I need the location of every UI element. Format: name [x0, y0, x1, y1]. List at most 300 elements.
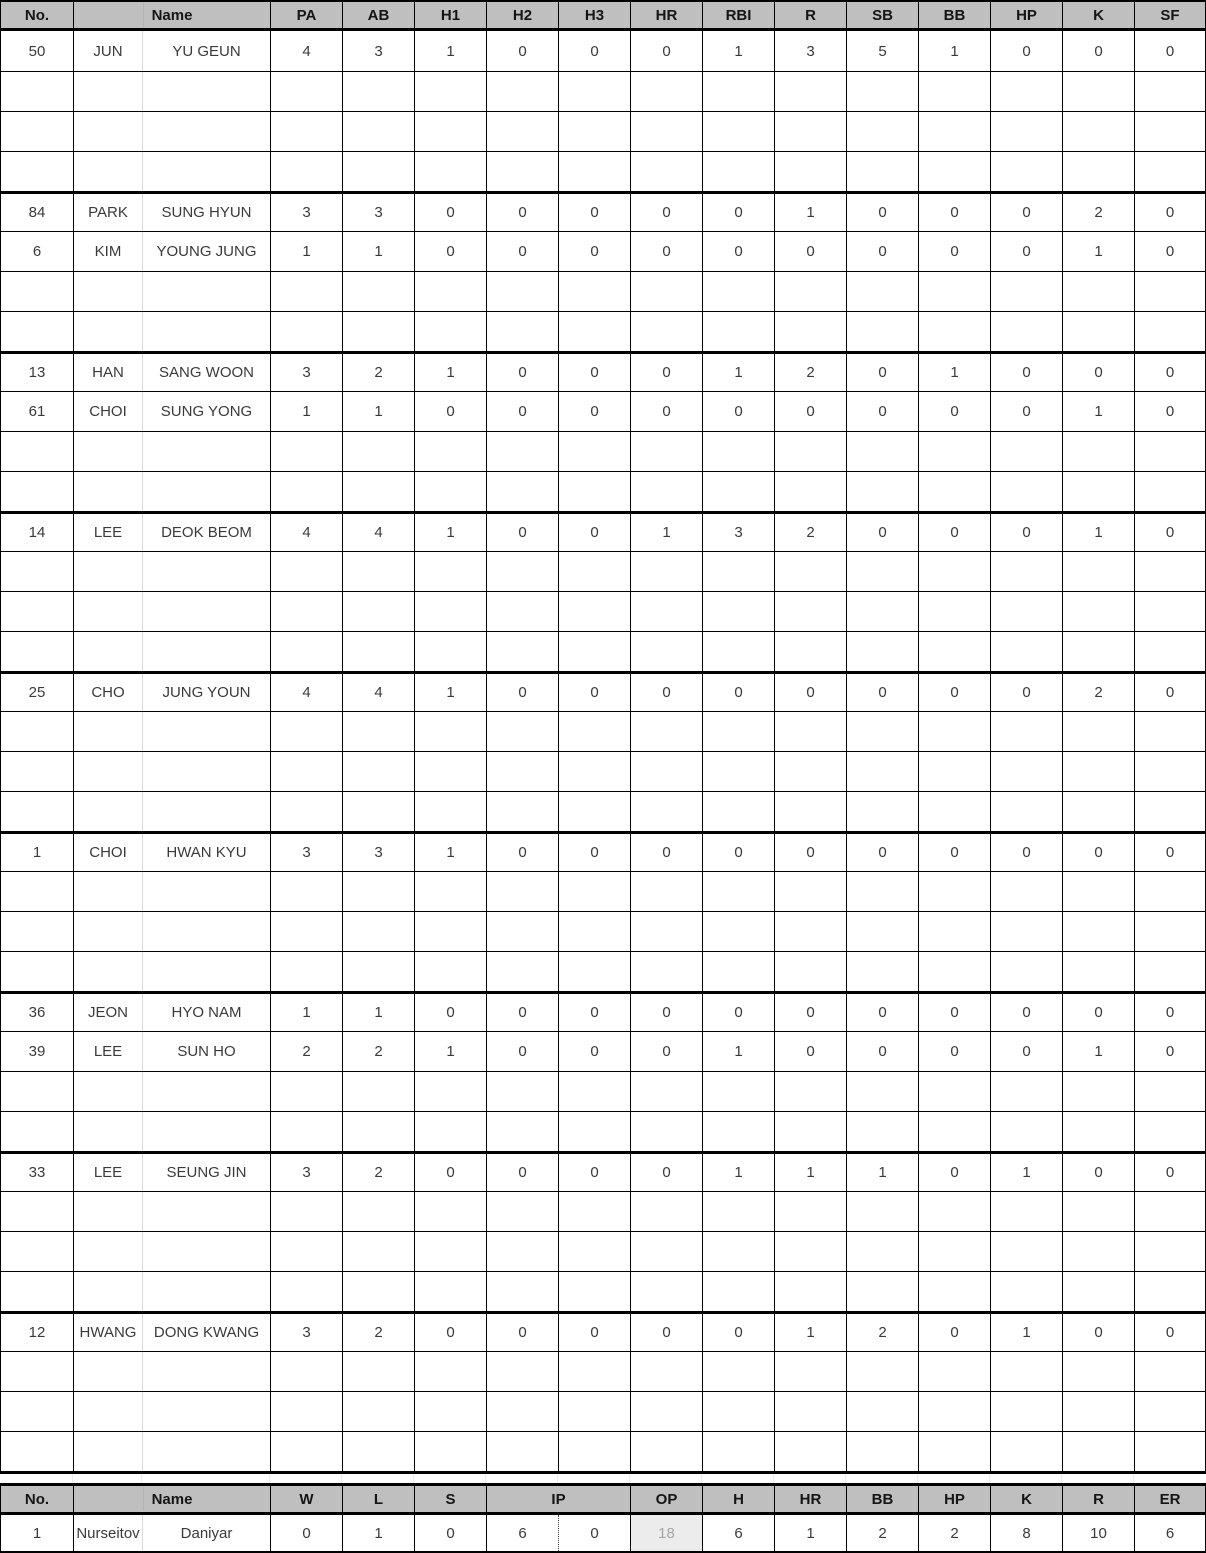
sb-cell[interactable] — [847, 1392, 919, 1431]
bb-cell[interactable] — [919, 552, 991, 591]
bb-cell[interactable] — [919, 112, 991, 151]
no-cell[interactable] — [1, 1272, 74, 1311]
hr-cell[interactable] — [631, 752, 703, 791]
ab-cell[interactable] — [343, 472, 415, 511]
h1-cell[interactable] — [415, 432, 487, 471]
batting-header-rbi[interactable]: RBI — [703, 2, 775, 28]
name-first-cell[interactable]: HWAN KYU — [143, 834, 271, 871]
ab-cell[interactable] — [343, 1192, 415, 1231]
pa-cell[interactable]: 3 — [271, 194, 343, 231]
batting-header-hr[interactable]: HR — [631, 2, 703, 28]
ip-outs-cell[interactable]: 0 — [559, 1515, 631, 1551]
bb-cell[interactable]: 0 — [919, 994, 991, 1031]
rbi-cell[interactable] — [703, 1272, 775, 1311]
pa-cell[interactable] — [271, 432, 343, 471]
hp-cell[interactable] — [991, 792, 1063, 831]
h2-cell[interactable]: 0 — [487, 1032, 559, 1071]
hr-cell[interactable]: 0 — [631, 354, 703, 391]
r-cell[interactable] — [775, 1432, 847, 1471]
ab-cell[interactable] — [343, 1432, 415, 1471]
h3-cell[interactable]: 0 — [559, 834, 631, 871]
k-cell[interactable]: 0 — [1063, 834, 1135, 871]
sf-cell[interactable] — [1135, 592, 1205, 631]
bb-cell[interactable]: 0 — [919, 1154, 991, 1191]
h1-cell[interactable] — [415, 472, 487, 511]
l-cell[interactable]: 1 — [343, 1515, 415, 1551]
sb-cell[interactable]: 0 — [847, 1032, 919, 1071]
pa-cell[interactable] — [271, 112, 343, 151]
h1-cell[interactable] — [415, 72, 487, 111]
h2-cell[interactable] — [487, 72, 559, 111]
name-first-cell[interactable] — [143, 1352, 271, 1391]
bb-cell[interactable] — [919, 792, 991, 831]
sb-cell[interactable] — [847, 472, 919, 511]
h2-cell[interactable] — [487, 912, 559, 951]
bb-cell[interactable] — [919, 432, 991, 471]
hr-cell[interactable] — [631, 632, 703, 671]
pa-cell[interactable] — [271, 472, 343, 511]
rbi-cell[interactable]: 3 — [703, 514, 775, 551]
no-cell[interactable] — [1, 552, 74, 591]
ab-cell[interactable]: 2 — [343, 1314, 415, 1351]
sf-cell[interactable] — [1135, 1072, 1205, 1111]
h3-cell[interactable]: 0 — [559, 392, 631, 431]
sb-cell[interactable] — [847, 712, 919, 751]
k-cell[interactable] — [1063, 1432, 1135, 1471]
ab-cell[interactable]: 1 — [343, 232, 415, 271]
sf-cell[interactable]: 0 — [1165, 403, 1175, 420]
er-cell[interactable]: 6 — [1165, 1524, 1175, 1542]
h3-cell[interactable] — [559, 752, 631, 791]
name-last-cell[interactable] — [74, 72, 143, 111]
hp-cell[interactable]: 0 — [991, 232, 1063, 271]
name-first-cell[interactable] — [143, 152, 271, 191]
k-cell[interactable] — [1063, 712, 1135, 751]
h3-cell[interactable]: 0 — [559, 1314, 631, 1351]
pa-cell[interactable] — [271, 1392, 343, 1431]
no-cell[interactable] — [1, 472, 74, 511]
r-cell[interactable] — [775, 552, 847, 591]
name-last-cell[interactable] — [74, 792, 143, 831]
no-cell[interactable] — [1, 1112, 74, 1151]
sb-cell[interactable] — [847, 632, 919, 671]
h1-cell[interactable] — [415, 1192, 487, 1231]
hr-cell[interactable] — [631, 872, 703, 911]
h2-cell[interactable] — [487, 112, 559, 151]
name-last-cell[interactable]: CHOI — [74, 392, 143, 431]
h3-cell[interactable] — [559, 312, 631, 351]
r-cell[interactable] — [775, 1232, 847, 1271]
name-first-cell[interactable] — [143, 312, 271, 351]
h2-cell[interactable]: 0 — [487, 354, 559, 391]
name-last-cell[interactable]: PARK — [74, 194, 143, 231]
rbi-cell[interactable] — [703, 792, 775, 831]
no-cell[interactable] — [1, 312, 74, 351]
name-last-cell[interactable] — [74, 272, 143, 311]
h1-cell[interactable] — [415, 632, 487, 671]
rbi-cell[interactable] — [703, 912, 775, 951]
sb-cell[interactable] — [847, 1232, 919, 1271]
name-first-cell[interactable]: HYO NAM — [143, 994, 271, 1031]
bb-cell[interactable] — [919, 312, 991, 351]
name-first-cell[interactable] — [143, 1192, 271, 1231]
sf-cell[interactable]: 0 — [1165, 524, 1175, 541]
rbi-cell[interactable]: 1 — [703, 1154, 775, 1191]
bb-cell[interactable] — [919, 1232, 991, 1271]
ab-cell[interactable] — [343, 1072, 415, 1111]
k-cell[interactable] — [1063, 72, 1135, 111]
bb-cell[interactable] — [919, 872, 991, 911]
no-cell[interactable] — [1, 752, 74, 791]
hr-cell[interactable]: 0 — [631, 392, 703, 431]
h3-cell[interactable]: 0 — [559, 1154, 631, 1191]
bb-cell[interactable] — [919, 952, 991, 991]
h1-cell[interactable] — [415, 752, 487, 791]
r-cell[interactable] — [775, 1272, 847, 1311]
no-cell[interactable] — [1, 1232, 74, 1271]
pitching-header-l[interactable]: L — [343, 1486, 415, 1512]
name-first-cell[interactable] — [143, 1432, 271, 1471]
ab-cell[interactable] — [343, 712, 415, 751]
rbi-cell[interactable]: 1 — [703, 354, 775, 391]
h1-cell[interactable]: 0 — [415, 232, 487, 271]
hp-cell[interactable] — [991, 272, 1063, 311]
batting-header-sb[interactable]: SB — [847, 2, 919, 28]
bb-cell[interactable] — [919, 912, 991, 951]
ab-cell[interactable] — [343, 592, 415, 631]
name-first-cell[interactable] — [143, 1232, 271, 1271]
rbi-cell[interactable] — [703, 152, 775, 191]
k-cell[interactable] — [1063, 1112, 1135, 1151]
h2-cell[interactable] — [487, 1112, 559, 1151]
pa-cell[interactable] — [271, 752, 343, 791]
bb-cell[interactable] — [919, 152, 991, 191]
h3-cell[interactable] — [559, 792, 631, 831]
bb-cell[interactable]: 0 — [919, 674, 991, 711]
rbi-cell[interactable]: 0 — [703, 232, 775, 271]
ab-cell[interactable] — [343, 632, 415, 671]
rbi-cell[interactable]: 0 — [703, 994, 775, 1031]
r-cell[interactable]: 0 — [775, 994, 847, 1031]
name-last-cell[interactable] — [74, 1352, 143, 1391]
no-cell[interactable]: 14 — [1, 514, 74, 551]
pa-cell[interactable]: 1 — [271, 994, 343, 1031]
name-last-cell[interactable] — [74, 592, 143, 631]
hr-cell[interactable] — [631, 1272, 703, 1311]
k-cell[interactable]: 2 — [1063, 674, 1135, 711]
k-cell[interactable] — [1063, 432, 1135, 471]
batting-header-name[interactable]: Name — [74, 2, 271, 28]
k-cell[interactable] — [1063, 1392, 1135, 1431]
name-first-cell[interactable] — [143, 432, 271, 471]
k-cell[interactable] — [1063, 792, 1135, 831]
name-first-cell[interactable] — [143, 1112, 271, 1151]
bb-cell[interactable] — [919, 1112, 991, 1151]
hr-cell[interactable] — [631, 472, 703, 511]
pa-cell[interactable] — [271, 1272, 343, 1311]
pa-cell[interactable] — [271, 872, 343, 911]
name-last-cell[interactable] — [74, 152, 143, 191]
batting-header-h1[interactable]: H1 — [415, 2, 487, 28]
no-cell[interactable] — [1, 792, 74, 831]
rbi-cell[interactable] — [703, 952, 775, 991]
rbi-cell[interactable] — [703, 1192, 775, 1231]
sb-cell[interactable] — [847, 72, 919, 111]
no-cell[interactable]: 36 — [1, 994, 74, 1031]
pa-cell[interactable]: 3 — [271, 834, 343, 871]
pa-cell[interactable] — [271, 952, 343, 991]
r-cell[interactable] — [775, 592, 847, 631]
ab-cell[interactable] — [343, 152, 415, 191]
name-first-cell[interactable] — [143, 872, 271, 911]
sb-cell[interactable]: 0 — [847, 834, 919, 871]
h1-cell[interactable] — [415, 1392, 487, 1431]
bb-cell[interactable] — [919, 72, 991, 111]
sf-cell[interactable] — [1135, 72, 1205, 111]
hp-cell[interactable] — [991, 1352, 1063, 1391]
sf-cell[interactable] — [1135, 432, 1205, 471]
rbi-cell[interactable]: 0 — [703, 194, 775, 231]
h1-cell[interactable]: 1 — [415, 834, 487, 871]
hr-cell[interactable]: 0 — [631, 194, 703, 231]
hp-cell[interactable] — [991, 592, 1063, 631]
hr-cell[interactable] — [631, 1232, 703, 1271]
r-cell[interactable]: 1 — [775, 1154, 847, 1191]
name-last-cell[interactable] — [74, 712, 143, 751]
h2-cell[interactable]: 0 — [487, 674, 559, 711]
bb-cell[interactable]: 2 — [847, 1515, 919, 1551]
sb-cell[interactable] — [847, 432, 919, 471]
name-last-cell[interactable] — [74, 112, 143, 151]
r-cell[interactable]: 0 — [775, 834, 847, 871]
h3-cell[interactable] — [559, 1232, 631, 1271]
name-last-cell[interactable] — [74, 872, 143, 911]
sf-cell[interactable] — [1135, 1432, 1205, 1471]
h2-cell[interactable] — [487, 712, 559, 751]
name-last-cell[interactable] — [74, 1432, 143, 1471]
no-cell[interactable]: 1 — [1, 1515, 74, 1551]
name-first-cell[interactable] — [143, 592, 271, 631]
ab-cell[interactable] — [343, 552, 415, 591]
bb-cell[interactable] — [919, 1392, 991, 1431]
sf-cell[interactable]: 0 — [1165, 1324, 1175, 1341]
ab-cell[interactable] — [343, 872, 415, 911]
hp-cell[interactable] — [991, 552, 1063, 591]
sf-cell[interactable] — [1135, 1112, 1205, 1151]
h2-cell[interactable] — [487, 592, 559, 631]
pa-cell[interactable] — [271, 632, 343, 671]
ip-whole-cell[interactable]: 6 — [487, 1515, 559, 1551]
h3-cell[interactable]: 0 — [559, 354, 631, 391]
h3-cell[interactable] — [559, 1072, 631, 1111]
h1-cell[interactable] — [415, 872, 487, 911]
h2-cell[interactable] — [487, 1232, 559, 1271]
name-first-cell[interactable] — [143, 912, 271, 951]
no-cell[interactable] — [1, 1352, 74, 1391]
ab-cell[interactable] — [343, 1392, 415, 1431]
h1-cell[interactable] — [415, 592, 487, 631]
batting-header-h2[interactable]: H2 — [487, 2, 559, 28]
r-cell[interactable] — [775, 1112, 847, 1151]
ab-cell[interactable] — [343, 912, 415, 951]
h2-cell[interactable] — [487, 1352, 559, 1391]
name-first-cell[interactable] — [143, 552, 271, 591]
h1-cell[interactable] — [415, 792, 487, 831]
name-last-cell[interactable] — [74, 432, 143, 471]
rbi-cell[interactable]: 0 — [703, 392, 775, 431]
sf-cell[interactable] — [1135, 112, 1205, 151]
pitching-header-w[interactable]: W — [271, 1486, 343, 1512]
hp-cell[interactable] — [991, 752, 1063, 791]
h1-cell[interactable] — [415, 1112, 487, 1151]
rbi-cell[interactable] — [703, 552, 775, 591]
name-first-cell[interactable] — [143, 72, 271, 111]
ab-cell[interactable] — [343, 1112, 415, 1151]
hr-cell[interactable]: 0 — [631, 232, 703, 271]
rbi-cell[interactable] — [703, 592, 775, 631]
hp-cell[interactable]: 1 — [991, 1314, 1063, 1351]
name-last-cell[interactable] — [74, 1272, 143, 1311]
hr-cell[interactable]: 1 — [775, 1515, 847, 1551]
h3-cell[interactable]: 0 — [559, 994, 631, 1031]
ab-cell[interactable] — [343, 792, 415, 831]
name-last-cell[interactable]: LEE — [74, 514, 143, 551]
h3-cell[interactable]: 0 — [559, 31, 631, 71]
sb-cell[interactable]: 1 — [847, 1154, 919, 1191]
batting-header-sf[interactable]: SF — [1160, 6, 1180, 24]
bb-cell[interactable] — [919, 752, 991, 791]
sf-cell[interactable] — [1135, 472, 1205, 511]
bb-cell[interactable]: 0 — [919, 194, 991, 231]
h2-cell[interactable] — [487, 432, 559, 471]
rbi-cell[interactable] — [703, 472, 775, 511]
rbi-cell[interactable]: 0 — [703, 1314, 775, 1351]
ab-cell[interactable]: 2 — [343, 1154, 415, 1191]
hp-cell[interactable] — [991, 1272, 1063, 1311]
h2-cell[interactable] — [487, 632, 559, 671]
bb-cell[interactable]: 0 — [919, 232, 991, 271]
h2-cell[interactable]: 0 — [487, 194, 559, 231]
hr-cell[interactable] — [631, 432, 703, 471]
batting-header-no[interactable]: No. — [1, 2, 74, 28]
r-cell[interactable] — [775, 752, 847, 791]
sf-cell[interactable] — [1135, 552, 1205, 591]
pitching-header-k[interactable]: K — [991, 1486, 1063, 1512]
no-cell[interactable] — [1, 152, 74, 191]
h1-cell[interactable]: 0 — [415, 392, 487, 431]
h2-cell[interactable] — [487, 952, 559, 991]
k-cell[interactable]: 2 — [1063, 194, 1135, 231]
h3-cell[interactable] — [559, 472, 631, 511]
h3-cell[interactable] — [559, 632, 631, 671]
sb-cell[interactable]: 2 — [847, 1314, 919, 1351]
name-first-cell[interactable]: SANG WOON — [143, 354, 271, 391]
no-cell[interactable] — [1, 432, 74, 471]
pitching-header-er[interactable]: ER — [1159, 1490, 1181, 1508]
h1-cell[interactable]: 1 — [415, 31, 487, 71]
no-cell[interactable] — [1, 632, 74, 671]
ab-cell[interactable] — [343, 752, 415, 791]
k-cell[interactable] — [1063, 552, 1135, 591]
sb-cell[interactable] — [847, 1272, 919, 1311]
r-cell[interactable] — [775, 152, 847, 191]
ab-cell[interactable]: 3 — [343, 31, 415, 71]
sb-cell[interactable] — [847, 752, 919, 791]
r-cell[interactable] — [775, 272, 847, 311]
sb-cell[interactable] — [847, 792, 919, 831]
bb-cell[interactable] — [919, 592, 991, 631]
batting-header-hp[interactable]: HP — [991, 2, 1063, 28]
h1-cell[interactable] — [415, 112, 487, 151]
pitching-header-hr[interactable]: HR — [775, 1486, 847, 1512]
hr-cell[interactable] — [631, 1392, 703, 1431]
k-cell[interactable] — [1063, 152, 1135, 191]
pa-cell[interactable] — [271, 592, 343, 631]
bb-cell[interactable]: 0 — [919, 392, 991, 431]
h3-cell[interactable] — [559, 1192, 631, 1231]
k-cell[interactable]: 1 — [1063, 392, 1135, 431]
bb-cell[interactable] — [919, 632, 991, 671]
name-first-cell[interactable]: SUN HO — [143, 1032, 271, 1071]
name-first-cell[interactable] — [143, 712, 271, 751]
sf-cell[interactable] — [1135, 1192, 1205, 1231]
hp-cell[interactable] — [991, 1432, 1063, 1471]
hr-cell[interactable]: 0 — [631, 1314, 703, 1351]
pa-cell[interactable] — [271, 1232, 343, 1271]
name-first-cell[interactable] — [143, 792, 271, 831]
name-last-cell[interactable] — [74, 472, 143, 511]
pitching-header-s[interactable]: S — [415, 1486, 487, 1512]
ab-cell[interactable]: 1 — [343, 994, 415, 1031]
batting-header-bb[interactable]: BB — [919, 2, 991, 28]
hr-cell[interactable] — [631, 912, 703, 951]
pa-cell[interactable]: 1 — [271, 392, 343, 431]
name-last-cell[interactable] — [74, 312, 143, 351]
rbi-cell[interactable] — [703, 112, 775, 151]
r-cell[interactable] — [775, 1072, 847, 1111]
hr-cell[interactable] — [631, 712, 703, 751]
h2-cell[interactable]: 0 — [487, 1314, 559, 1351]
hp-cell[interactable] — [991, 72, 1063, 111]
h3-cell[interactable] — [559, 1272, 631, 1311]
h-cell[interactable]: 6 — [703, 1515, 775, 1551]
h3-cell[interactable]: 0 — [559, 514, 631, 551]
h1-cell[interactable] — [415, 952, 487, 991]
ab-cell[interactable] — [343, 1352, 415, 1391]
sb-cell[interactable] — [847, 312, 919, 351]
rbi-cell[interactable] — [703, 632, 775, 671]
hp-cell[interactable]: 0 — [991, 194, 1063, 231]
rbi-cell[interactable] — [703, 1232, 775, 1271]
k-cell[interactable] — [1063, 472, 1135, 511]
h2-cell[interactable] — [487, 752, 559, 791]
no-cell[interactable] — [1, 1192, 74, 1231]
h2-cell[interactable] — [487, 792, 559, 831]
h3-cell[interactable] — [559, 912, 631, 951]
name-first-cell[interactable] — [143, 752, 271, 791]
h2-cell[interactable] — [487, 272, 559, 311]
h1-cell[interactable] — [415, 152, 487, 191]
sf-cell[interactable] — [1135, 712, 1205, 751]
no-cell[interactable] — [1, 72, 74, 111]
name-first-cell[interactable]: YU GEUN — [143, 31, 271, 71]
sb-cell[interactable]: 0 — [847, 674, 919, 711]
hp-cell[interactable] — [991, 712, 1063, 751]
batting-header-h3[interactable]: H3 — [559, 2, 631, 28]
k-cell[interactable] — [1063, 1232, 1135, 1271]
pa-cell[interactable] — [271, 552, 343, 591]
no-cell[interactable]: 25 — [1, 674, 74, 711]
